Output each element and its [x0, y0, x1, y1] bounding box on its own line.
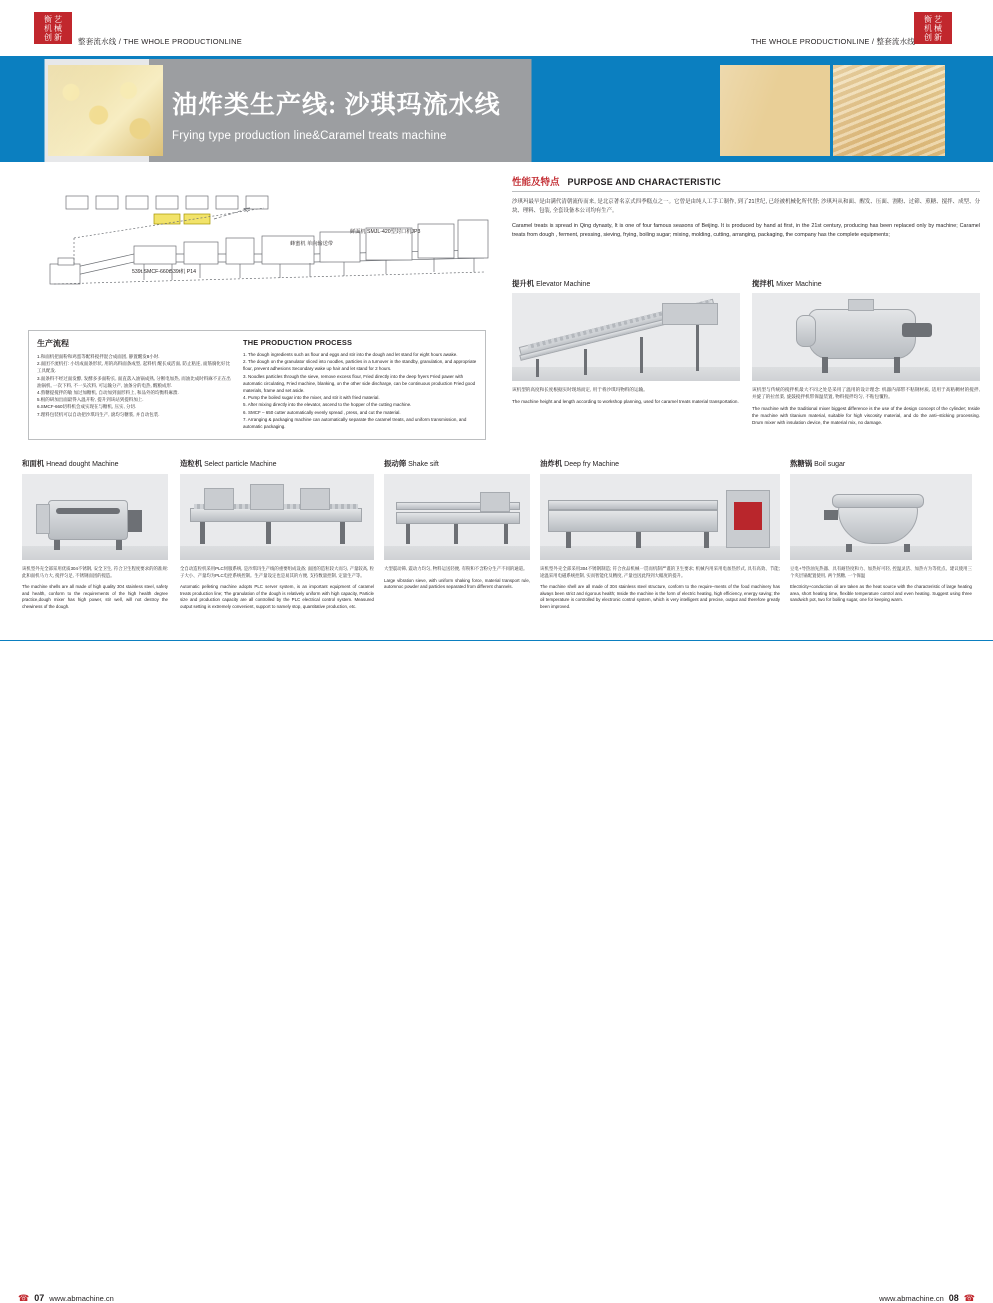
purpose-heading [512, 174, 980, 192]
diagram-label-0: 539t.SMCF-660t539t机 P14 [132, 269, 197, 275]
shake-sift-title [384, 458, 530, 469]
knead-dough-title-en: Hnead dought Machine [46, 461, 119, 468]
deep-fry-caption-en: The machine shell are all made of 304 stainless steel structure, conform to the require–ments of the food machinery has always been strict and rigorous health; Inside the machine is the form of electric heating, high efficiency, energy saving; the oil temperature is controlled by electronic control system, which is very intelligent and precise, output and therefore greatly been improved. [540, 584, 780, 609]
website-left[interactable]: www.abmachine.cn [49, 1293, 114, 1303]
product-knead-dough-machine [22, 458, 168, 611]
product-select-particle-machine [180, 458, 374, 611]
process-title-en: THE PRODUCTION PROCESS [243, 338, 353, 347]
knead-dough-photo [22, 474, 168, 560]
brand-logo-right-line-3: 创 新 [924, 33, 942, 42]
select-particle-photo [180, 474, 374, 560]
brand-logo-left [34, 12, 72, 44]
page-header [0, 0, 993, 56]
footer-left [18, 1293, 114, 1303]
header-title-right: THE WHOLE PRODUCTIONLINE / 整套流水线 [751, 37, 915, 46]
machines-section [22, 458, 972, 628]
process-line-cn-4: 5.根的研加出面最得入温开粉, 提升到该站到提料加上. [37, 397, 144, 403]
select-particle-caption-cn: 全自动造粒机采用PLC伺服系统, 是沙琪玛生产线的重要组成设备; 面团的造粒较大而匀, 产量较高, 粒子大小、产量均为PLC电控系统控制。生产量设定也是易其的方便, 支持数量控制, 定量生产等。 [180, 566, 374, 578]
mixer-title [752, 278, 980, 289]
mixer-title-en: Mixer Machine [776, 281, 822, 288]
purpose-title-en: PURPOSE AND CHARACTERISTIC [567, 177, 721, 187]
knead-dough-title [22, 458, 168, 469]
deep-fry-title-cn: 油炸机 [540, 459, 563, 468]
process-line-en-2: 3. Noodles particles through the sieve, remove excess flour, Fried directly into the deep fryers Fried pawer with automatic circulating, Fried machine, blanking, on the other side discharge, can be continuous production Fried good materials, frame and set aside. [243, 373, 476, 394]
page-footer [0, 641, 993, 1303]
deep-fry-photo [540, 474, 780, 560]
shake-sift-photo [384, 474, 530, 560]
hero-photo-caramel-packed [833, 65, 945, 156]
boil-sugar-title [790, 458, 972, 469]
select-particle-title-cn: 造粒机 [180, 459, 203, 468]
mixer-caption-en: The machine with the traditional mixer biggest difference is the use of the design concept of the cylinder; Inside the machine with titanium material, suitable for high viscosity material, and do the anti–sticking processing. Drum mixer with insulation device, the material mix, no damage. [752, 406, 980, 425]
hero-banner [0, 59, 993, 162]
select-particle-title [180, 458, 374, 469]
purpose-body-cn: 沙琪玛最早是由满代清朝流传而来, 是北京著名京式四季糕点之一。它曾是由纯人工手工制作, 到了21世纪, 已经被机械化所代替; 沙琪玛从和面、醒发、压面、割粉、过筛、煎糖、搅拌、成型、分块、理料、包装, 全套设备本公司均有生产。 [512, 199, 980, 214]
brand-logo-right [914, 12, 952, 44]
product-elevator-machine [512, 278, 740, 405]
shake-sift-caption-en: Large vibration sieve, with uniform shaking force, material transport rule, automnoc powder and particles separated from different channels. [384, 577, 530, 590]
process-column-en [243, 338, 479, 430]
elevator-caption-en: The machine height and length according to workshop planning, used for caramel treats material transportation. [512, 399, 739, 404]
product-mixer-machine [752, 278, 980, 426]
phone-icon-left: ☎ [18, 1292, 30, 1303]
diagram-label-1: 蜂蜜机 单向输送带 [290, 241, 333, 247]
product-boil-sugar-machine [790, 458, 972, 604]
mixer-photo [752, 293, 980, 381]
process-line-cn-3: 4.熬糖提搅拌的敏 加过加糖机, 自动加到面形料上, 和品外的均衡料麻溃. [37, 390, 179, 396]
production-line-diagram [14, 168, 504, 318]
purpose-section [512, 174, 980, 239]
select-particle-caption-en: Automatic pelleting machine adopts PLC server system, is an important equipment of caramel treats production line; The granulation of the dough is relatively uniform with high capacity, Particle size and production capacity are all controlled by the PLC electrical control system. Measured output setting is extremely convenient, support to namely stop, quantitative production, etc. [180, 584, 374, 609]
elevator-title-cn: 提升机 [512, 279, 535, 288]
production-process-box [28, 330, 486, 440]
knead-dough-caption-cn: 该机型外壳全部采用优质304不锈钢, 安全卫生, 符合卫生程度要求的的准规: 此和面机马力大, 搅拌匀足, 不锈钢面团的搅造。 [22, 566, 168, 578]
process-line-cn-6: 7.理料包装机可以自动把沙琪玛生产, 滚均匀糖浆, 并自动包装. [37, 411, 160, 417]
boil-sugar-title-cn: 熬糖锅 [790, 459, 813, 468]
purpose-title-cn: 性能及特点 [512, 178, 560, 188]
page-number-left: 07 [34, 1293, 45, 1303]
footer-right [879, 1293, 975, 1303]
hero-title-cn: 油炸类生产线: 沙琪玛流水线 [172, 92, 501, 119]
purpose-body-en: Caramel treats is spread in Qing dynasty, It is one of four famous seasons of Beijing. It is produced by hand at first, in the 21st century, producing has been replaced only by machine; Caramel treats from dough , ferment, pressing, sieving, frying, boiling sugar; mixing, molding, cutting, arranging, packaging, the company has the complete equipments; [512, 223, 980, 238]
hero-photo-caramel-closeup [720, 65, 830, 156]
process-line-cn-1: 2.面团不流机打: 小切成面条形状, 用的高料面条成型, 起料机 醒长成活面, 防止粘连, 面筋腐化好比工具配发. [37, 361, 231, 374]
product-deep-fry-machine [540, 458, 780, 611]
product-shake-sift-machine [384, 458, 530, 591]
hero-title-en: Frying type production line&Caramel treats machine [172, 130, 447, 142]
production-line-schematic [14, 168, 504, 318]
process-line-en-0: 1. The dough ingredients such as flour and eggs and stir into the dough and let stand for eight hours awake. [243, 352, 458, 357]
elevator-photo [512, 293, 740, 381]
brand-logo-left-line-3: 创 新 [44, 33, 62, 42]
brand-logo-right-line-2: 机 械 [924, 24, 942, 33]
process-line-en-4: 5. After mixing directly into the elevator, ascend to the hopper of the cutting machine. [243, 402, 412, 408]
mid-section [512, 278, 982, 448]
process-line-en-3: 4. Pump the boiled sugar into the mixer, and stir it with fried material. [243, 395, 380, 401]
phone-icon-right: ☎ [963, 1292, 975, 1303]
diagram-label-2: 鲜面机 SMJL-420型封口机JP3 [350, 229, 421, 235]
elevator-caption-cn: 该机型的高度和长度根据实时现场而定, 用于将沙琪玛物料的运输。 [512, 387, 648, 392]
knead-dough-caption-en: The machine shells are all made of high quality 304 stainless steel, safety and health, conform to the requirements of the high health degree practice,dough mixer has high power, stir well, will not destroy the chewiness of the dough. [22, 584, 168, 609]
hero-title-block [172, 85, 692, 142]
brand-logo-right-line-1: 衡 艺 [924, 15, 942, 24]
shake-sift-caption-cn: 大型震动筛, 震动力均匀, 物料运送轻便, 有粉和不含粉分生产不同的通道。 [384, 566, 528, 571]
deep-fry-title [540, 458, 780, 469]
select-particle-title-en: Select particle Machine [204, 461, 277, 468]
mixer-title-cn: 搅拌机 [752, 279, 775, 288]
elevator-title-en: Elevator Machine [536, 281, 591, 288]
process-line-en-5: 6. SMCF – 650 cutter automatically evenly spread , press, and cut the material. [243, 409, 401, 415]
process-line-en-1: 2. The dough on the granulator sliced into noodles, particles in a turnover in the standby, granulation, and appropriate flour, prevent adhesions Secondary wake up hair and let stand for 2 hours. [243, 359, 477, 372]
mixer-caption-cn: 该机型与传统的搅拌机最大不同之处是采用了温用的设计理念: 机器内部带不粘钢材质, 适用于高粘稠材的搅拌, 并旋了的拉丝桨, 旋鼓搅拌机带保温装置, 物料搅拌均匀, 不粘包覆粒。 [752, 387, 980, 399]
knead-dough-title-cn: 和面机 [22, 459, 45, 468]
process-line-cn-0: 1.和面机把面粉和鸡蛋等配料搅拌混合成面团, 静置醒发8小时. [37, 354, 160, 359]
shake-sift-title-cn: 振动筛 [384, 459, 407, 468]
process-column-cn [37, 338, 233, 418]
hero-photo-caramel-tray [48, 65, 163, 156]
brand-logo-left-line-1: 衡 艺 [44, 15, 62, 24]
boil-sugar-photo [790, 474, 972, 560]
page-number-right: 08 [948, 1293, 959, 1303]
boil-sugar-title-en: Boil sugar [814, 461, 846, 468]
header-title-left: 整套流水线 / THE WHOLE PRODUCTIONLINE [78, 37, 242, 46]
shake-sift-title-en: Shake sift [408, 461, 439, 468]
process-title-cn: 生产流程 [37, 339, 69, 348]
process-line-cn-5: 6.SMCF-660切料机会成实现在与糖机, 压实, 分切. [37, 404, 137, 410]
brand-logo-left-line-2: 机 械 [44, 24, 62, 33]
boil-sugar-caption-en: Electricity+conduction oil are taken as the heat source with the characteristic of large heating area, short heating time, flexible temperature control and even heating. Suggest using three sandwich pot, two for boiling sugar, one for keeping warm. [790, 584, 972, 603]
process-line-cn-2: 3.面条料不经过面发酵, 发酵多多面粉长, 面直落入油锅成熟, 分断电加热, 而油比成时料麻不正在出油锅机, 一次下料, 不一头次料, 可运输分产, 油条分的电热, 醒粮成形. [37, 375, 231, 388]
elevator-title [512, 278, 740, 289]
boil-sugar-caption-cn: 豆电+导热油先热器、具有耐热度和力、加热好可轻, 控温灵活、加热方为等优点。建议使用三个夹层锅配置使用, 两个熬糖, 一个保温 [790, 566, 972, 578]
deep-fry-title-en: Deep fry Machine [564, 461, 619, 468]
process-line-en-6: 7. Arranging & packaging machine can automatically separate the caramel treats, and uniform transmission, and automatic packaging. [243, 416, 467, 430]
website-right[interactable]: www.abmachine.cn [879, 1293, 944, 1303]
deep-fry-caption-cn: 该机型外壳全部采用304不锈钢制造; 符合食品机械一贯而机制严谨的卫生要求; 机械内用采用电加热形式, 具有高效、节能; 途温采用电磁系统控制, 实而智能化及精度, 产量也因此得到大幅度的提升。 [540, 566, 780, 578]
